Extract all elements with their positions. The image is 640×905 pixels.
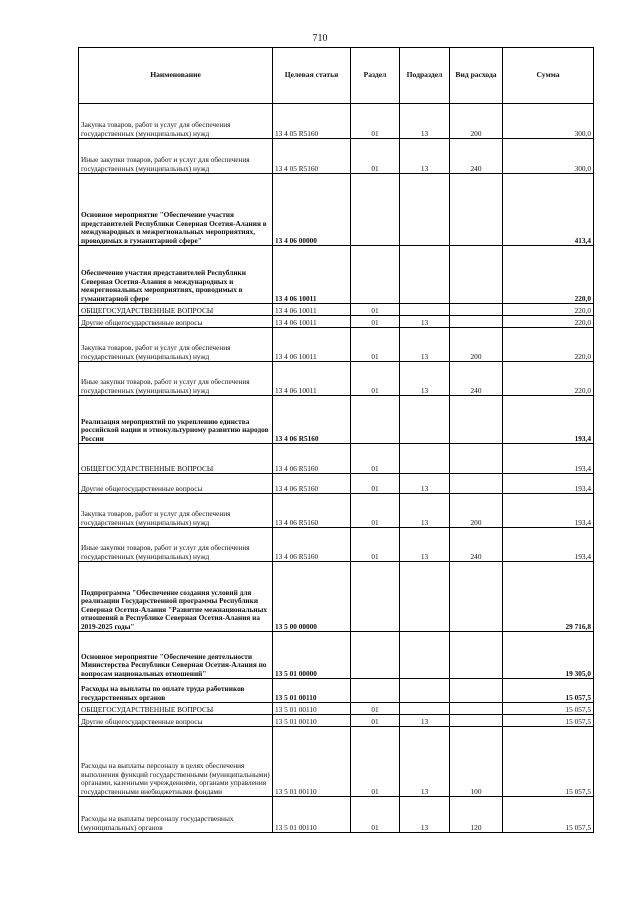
cell-subsection: 13 (400, 727, 450, 797)
table-row (79, 703, 594, 715)
cell-name: Закупка товаров, работ и услуг для обеспечения государственных (муниципальных) нужд (79, 328, 273, 362)
cell-expense-type (450, 679, 503, 703)
cell-subsection (400, 679, 450, 703)
cell-amount: 193,4 (503, 444, 594, 474)
cell-amount: 15 057,5 (503, 679, 594, 703)
cell-amount: 220,0 (503, 246, 594, 304)
cell-section: 01 (351, 727, 400, 797)
cell-section: 01 (351, 444, 400, 474)
table-row (79, 528, 594, 562)
table-row (79, 632, 594, 679)
cell-code: 13 4 06 R5160 (273, 494, 351, 528)
cell-subsection (400, 703, 450, 715)
cell-amount: 19 305,0 (503, 632, 594, 679)
cell-expense-type: 200 (450, 328, 503, 362)
table-row (79, 494, 594, 528)
cell-subsection (400, 562, 450, 632)
cell-expense-type (450, 304, 503, 316)
cell-amount: 15 057,5 (503, 703, 594, 715)
cell-name: Основное мероприятие "Обеспечение участия представителей Республики Северная Осетия-Алания в международных и межрегиональных мероприятиях, проводимых в гуманитарной сфере" (79, 174, 273, 246)
cell-expense-type (450, 715, 503, 727)
cell-subsection: 13 (400, 494, 450, 528)
cell-expense-type (450, 316, 503, 328)
cell-subsection (400, 174, 450, 246)
cell-name: Иные закупки товаров, работ и услуг для обеспечения государственных (муниципальных) нужд (79, 362, 273, 396)
cell-name: Другие общегосударственные вопросы (79, 316, 273, 328)
cell-subsection: 13 (400, 528, 450, 562)
cell-expense-type (450, 444, 503, 474)
cell-section: 01 (351, 139, 400, 174)
cell-code: 13 4 06 R5160 (273, 528, 351, 562)
cell-amount: 220,0 (503, 304, 594, 316)
column-header-subsection: Подраздел (400, 48, 450, 104)
cell-code: 13 5 01 00110 (273, 727, 351, 797)
budget-table (78, 47, 594, 833)
cell-subsection: 13 (400, 104, 450, 139)
cell-expense-type (450, 632, 503, 679)
cell-amount: 220,0 (503, 316, 594, 328)
cell-name: Другие общегосударственные вопросы (79, 474, 273, 494)
cell-expense-type (450, 174, 503, 246)
cell-code: 13 4 06 10011 (273, 304, 351, 316)
cell-expense-type: 240 (450, 139, 503, 174)
cell-subsection (400, 632, 450, 679)
cell-expense-type (450, 703, 503, 715)
cell-name: ОБЩЕГОСУДАРСТВЕННЫЕ ВОПРОСЫ (79, 444, 273, 474)
table-row (79, 562, 594, 632)
table-row (79, 328, 594, 362)
cell-subsection: 13 (400, 316, 450, 328)
cell-amount: 220,0 (503, 362, 594, 396)
cell-expense-type: 100 (450, 727, 503, 797)
table-row (79, 362, 594, 396)
cell-section (351, 632, 400, 679)
cell-name: Обеспечение участия представителей Республики Северная Осетия-Алания в международных и межрегиональных мероприятиях, проводимых в гуманитарной сфере (79, 246, 273, 304)
column-header-name: Наименование (79, 48, 273, 104)
cell-amount: 193,4 (503, 528, 594, 562)
cell-section: 01 (351, 474, 400, 494)
cell-subsection: 13 (400, 715, 450, 727)
cell-section: 01 (351, 316, 400, 328)
cell-section: 01 (351, 104, 400, 139)
cell-expense-type (450, 246, 503, 304)
cell-amount: 300,0 (503, 104, 594, 139)
cell-code: 13 4 06 10011 (273, 362, 351, 396)
cell-name: Закупка товаров, работ и услуг для обеспечения государственных (муниципальных) нужд (79, 494, 273, 528)
cell-code: 13 4 06 R5160 (273, 474, 351, 494)
cell-code: 13 4 05 R5160 (273, 139, 351, 174)
table-row (79, 139, 594, 174)
table-row (79, 797, 594, 833)
cell-section: 01 (351, 715, 400, 727)
cell-code: 13 4 06 R5160 (273, 396, 351, 444)
cell-expense-type: 240 (450, 528, 503, 562)
table-row (79, 304, 594, 316)
cell-code: 13 5 00 00000 (273, 562, 351, 632)
cell-section (351, 562, 400, 632)
cell-amount: 193,4 (503, 396, 594, 444)
cell-amount: 15 057,5 (503, 727, 594, 797)
cell-subsection: 13 (400, 362, 450, 396)
cell-code: 13 5 01 00110 (273, 703, 351, 715)
cell-section (351, 174, 400, 246)
cell-code: 13 4 06 10011 (273, 328, 351, 362)
cell-section: 01 (351, 494, 400, 528)
cell-subsection: 13 (400, 328, 450, 362)
cell-section: 01 (351, 703, 400, 715)
cell-code: 13 4 06 R5160 (273, 444, 351, 474)
cell-name: Подпрограмма "Обеспечение создания условий для реализации Государственной программы Республики Северная Осетия-Алания "Развитие межнациональных отношений в Республике Северная Осетия-Алания на 2019-2025 годы" (79, 562, 273, 632)
cell-expense-type: 200 (450, 494, 503, 528)
cell-code: 13 5 01 00110 (273, 797, 351, 833)
table-row (79, 474, 594, 494)
cell-code: 13 5 01 00000 (273, 632, 351, 679)
table-row (79, 396, 594, 444)
cell-amount: 15 057,5 (503, 797, 594, 833)
cell-amount: 220,0 (503, 328, 594, 362)
cell-name: Реализация мероприятий по укреплению единства российской нации и этнокультурному развитию народов России (79, 396, 273, 444)
cell-section: 01 (351, 528, 400, 562)
table-header-row (79, 48, 594, 104)
cell-section (351, 396, 400, 444)
cell-name: Основное мероприятие "Обеспечение деятельности Министерства Республики Северная Осетия-Алания по вопросам национальных отношений" (79, 632, 273, 679)
cell-section: 01 (351, 797, 400, 833)
table-row (79, 715, 594, 727)
cell-name: ОБЩЕГОСУДАРСТВЕННЫЕ ВОПРОСЫ (79, 304, 273, 316)
cell-name: Закупка товаров, работ и услуг для обеспечения государственных (муниципальных) нужд (79, 104, 273, 139)
cell-section: 01 (351, 362, 400, 396)
cell-name: ОБЩЕГОСУДАРСТВЕННЫЕ ВОПРОСЫ (79, 703, 273, 715)
table-row (79, 444, 594, 474)
column-header-section: Раздел (351, 48, 400, 104)
cell-code: 13 4 05 R5160 (273, 104, 351, 139)
column-header-expense-type: Вид расхода (450, 48, 503, 104)
cell-amount: 29 716,8 (503, 562, 594, 632)
cell-amount: 193,4 (503, 474, 594, 494)
cell-subsection: 13 (400, 474, 450, 494)
table-row (79, 246, 594, 304)
cell-subsection (400, 304, 450, 316)
column-header-code: Целевая статья (273, 48, 351, 104)
cell-name: Иные закупки товаров, работ и услуг для обеспечения государственных (муниципальных) нужд (79, 528, 273, 562)
page-number: 710 (312, 33, 328, 44)
column-header-amount: Сумма (503, 48, 594, 104)
cell-section (351, 246, 400, 304)
cell-amount: 413,4 (503, 174, 594, 246)
cell-expense-type: 120 (450, 797, 503, 833)
cell-code: 13 5 01 00110 (273, 715, 351, 727)
table-row (79, 174, 594, 246)
table-row (79, 104, 594, 139)
cell-subsection (400, 444, 450, 474)
cell-code: 13 5 01 00110 (273, 679, 351, 703)
cell-amount: 193,4 (503, 494, 594, 528)
cell-amount: 15 057,5 (503, 715, 594, 727)
cell-code: 13 4 06 10011 (273, 316, 351, 328)
cell-code: 13 4 06 00000 (273, 174, 351, 246)
cell-subsection: 13 (400, 139, 450, 174)
table-row (79, 727, 594, 797)
cell-name: Другие общегосударственные вопросы (79, 715, 273, 727)
cell-name: Расходы на выплаты по оплате труда работников государственных органов (79, 679, 273, 703)
cell-subsection (400, 246, 450, 304)
cell-expense-type (450, 396, 503, 444)
cell-section (351, 679, 400, 703)
cell-expense-type: 200 (450, 104, 503, 139)
cell-expense-type (450, 474, 503, 494)
cell-code: 13 4 06 10011 (273, 246, 351, 304)
cell-section: 01 (351, 328, 400, 362)
cell-subsection (400, 396, 450, 444)
cell-name: Расходы на выплаты персоналу государственных (муниципальных) органов (79, 797, 273, 833)
cell-name: Расходы на выплаты персоналу в целях обеспечения выполнения функций государственными (муниципальными) органами, казенными учреждениями, органами управления государственными внебюджетными фондами (79, 727, 273, 797)
table-body (79, 104, 594, 833)
cell-subsection: 13 (400, 797, 450, 833)
table-row (79, 679, 594, 703)
cell-section: 01 (351, 304, 400, 316)
cell-amount: 300,0 (503, 139, 594, 174)
cell-name: Иные закупки товаров, работ и услуг для обеспечения государственных (муниципальных) нужд (79, 139, 273, 174)
cell-expense-type: 240 (450, 362, 503, 396)
table-row (79, 316, 594, 328)
cell-expense-type (450, 562, 503, 632)
